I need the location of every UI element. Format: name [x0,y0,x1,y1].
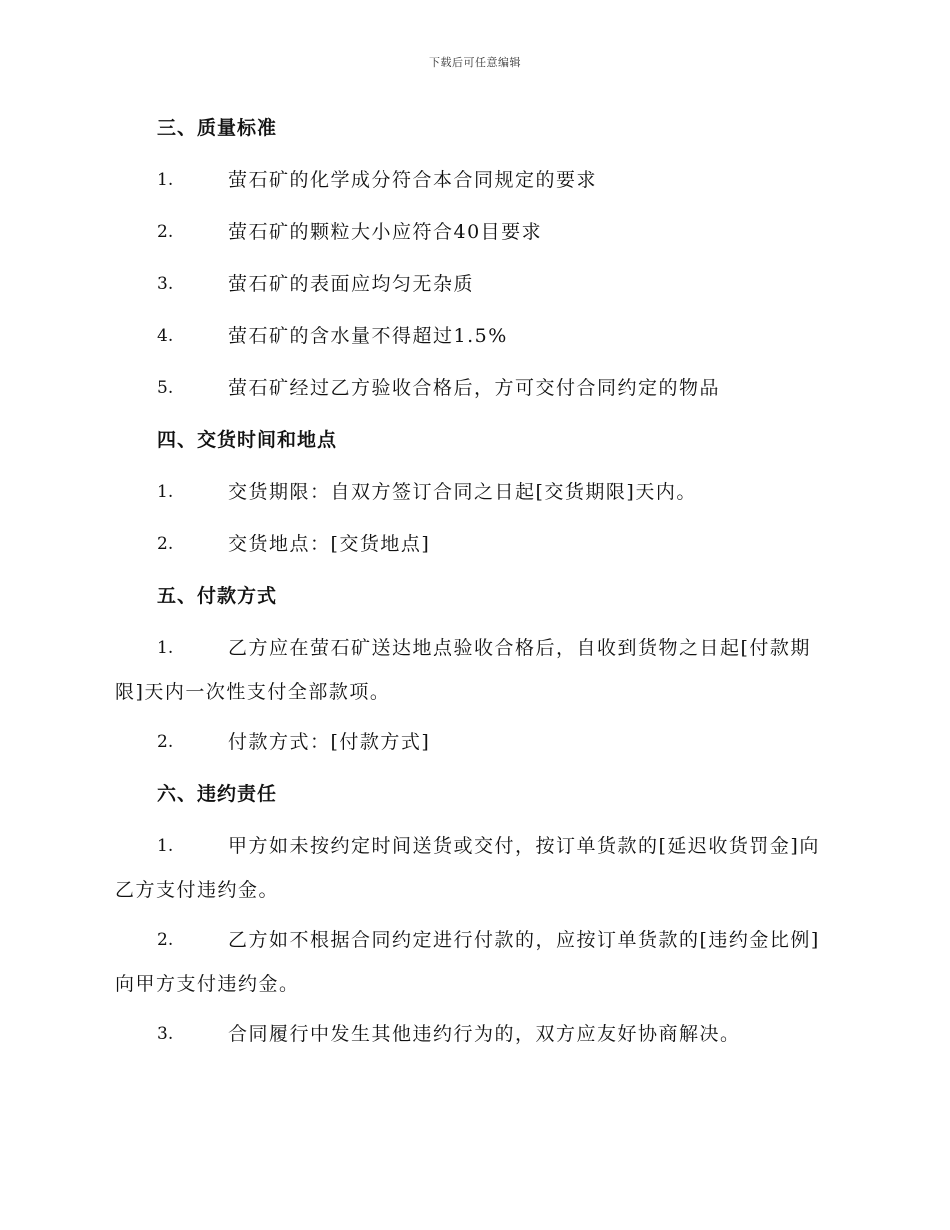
item-number: 2. [157,732,174,752]
item-text: 乙方如不根据合同约定进行付款的，应按订单货款的[违约金比例]向甲方支付违约金。 [115,929,820,995]
document-body [115,108,837,1066]
item-text: 萤石矿的颗粒大小应符合40目要求 [228,221,543,243]
item-number: 1. [157,482,174,502]
item-number: 3. [157,1024,174,1044]
list-item [115,722,837,774]
list-item [115,368,837,420]
item-number: 1. [157,170,174,190]
list-item [115,524,837,576]
list-item [115,212,837,264]
list-item [115,626,837,714]
section-title-payment: 五、付款方式 [157,585,278,607]
item-number: 2. [157,222,174,242]
item-text: 萤石矿的化学成分符合本合同规定的要求 [228,169,598,191]
item-text: 交货地点：[交货地点] [228,533,431,555]
list-item [115,264,837,316]
list-item [115,1014,837,1066]
item-text: 交货期限：自双方签订合同之日起[交货期限]天内。 [228,481,697,503]
item-number: 1. [157,638,174,658]
item-text: 乙方应在萤石矿送达地点验收合格后，自收到货物之日起[付款期限]天内一次性支付全部款项。 [115,637,811,703]
list-item [115,316,837,368]
item-number: 5. [157,378,174,398]
section-title-quality: 三、质量标准 [157,117,278,139]
item-number: 3. [157,274,174,294]
item-text: 萤石矿的表面应均匀无杂质 [228,273,475,295]
item-text: 付款方式：[付款方式] [228,731,431,753]
item-number: 4. [157,326,174,346]
item-number: 2. [157,930,174,950]
list-item [115,824,837,912]
list-item [115,918,837,1006]
section-title-delivery: 四、交货时间和地点 [157,429,338,451]
list-item [115,472,837,524]
header-note: 下载后可任意编辑 [429,56,521,69]
item-text: 合同履行中发生其他违约行为的，双方应友好协商解决。 [228,1023,741,1045]
item-text: 萤石矿的含水量不得超过1.5% [228,325,508,347]
list-item [115,160,837,212]
item-number: 2. [157,534,174,554]
item-text: 萤石矿经过乙方验收合格后，方可交付合同约定的物品 [228,377,721,399]
item-number: 1. [157,836,174,856]
item-text: 甲方如未按约定时间送货或交付，按订单货款的[延迟收货罚金]向乙方支付违约金。 [115,835,820,901]
section-title-liability: 六、违约责任 [157,783,278,805]
